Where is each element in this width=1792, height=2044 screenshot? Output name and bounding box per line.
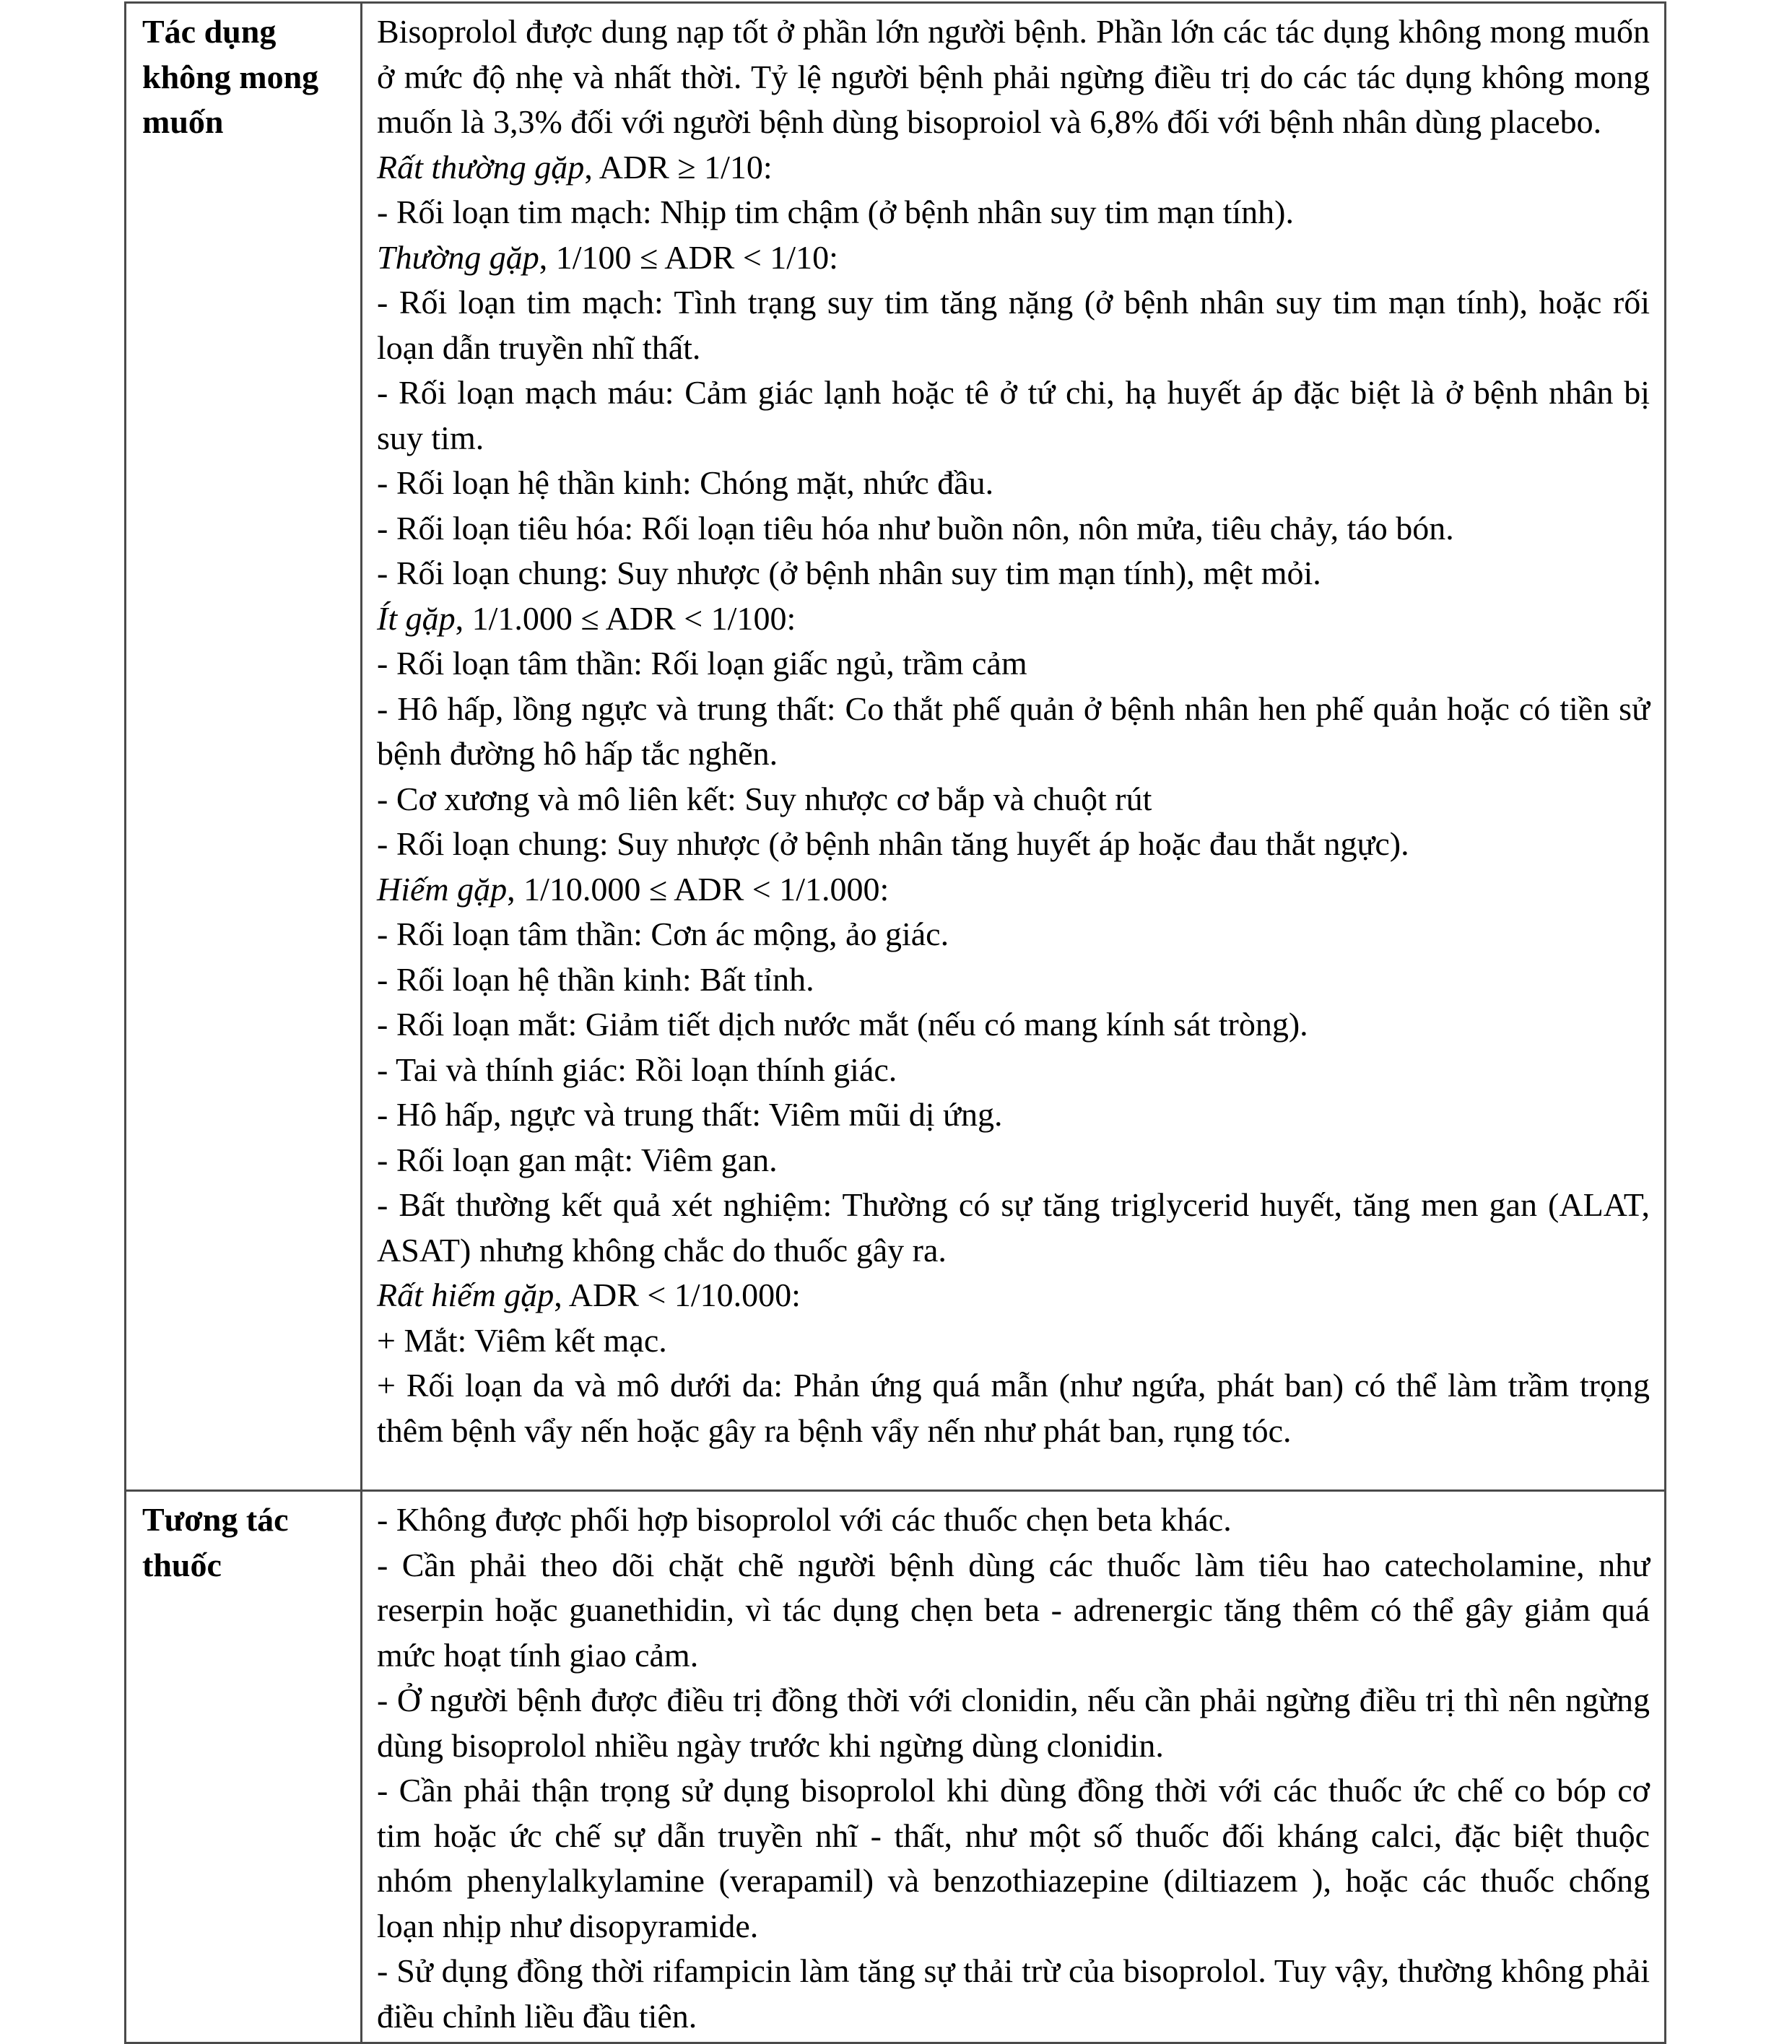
content-paragraph bbox=[377, 1183, 1650, 1273]
paragraph-text: - Rối loạn tiêu hóa: Rối loạn tiêu hóa như buồn nôn, nôn mửa, tiêu chảy, táo bón. bbox=[377, 509, 1454, 547]
content-paragraph bbox=[377, 596, 1650, 642]
frequency-heading: Rất hiếm gặp bbox=[377, 1277, 554, 1313]
content-paragraph bbox=[377, 461, 1650, 506]
content-paragraph bbox=[377, 190, 1650, 235]
paragraph-text: + Rối loạn da và mô dưới da: Phản ứng quá mẫn (như ngứa, phát ban) có thể làm trầm trọng thêm bệnh vẩy nến hoặc gây ra bệnh vẩy nến như phát ban, rụng tóc. bbox=[377, 1367, 1650, 1449]
paragraph-text: - Rối loạn tâm thần: Cơn ác mộng, ảo giác. bbox=[377, 916, 949, 952]
drug-info-table bbox=[124, 1, 1666, 2044]
paragraph-text: , 1/10.000 ≤ ADR < 1/1.000: bbox=[507, 870, 890, 908]
row-content bbox=[362, 3, 1666, 1491]
paragraph-text: Bisoprolol được dung nạp tốt ở phần lớn người bệnh. Phần lớn các tác dụng không mong muốn ở mức độ nhẹ và nhất thời. Tỷ lệ người bệnh phải ngừng điều trị do các tác dụng không mong muốn là 3,3% đối với người bệnh dùng bisoproiol và 6,8% đối với bệnh nhân dùng placebo. bbox=[377, 13, 1650, 140]
paragraph-text: - Rối loạn tâm thần: Rối loạn giấc ngủ, trầm cảm bbox=[377, 645, 1027, 682]
content-paragraph bbox=[377, 1048, 1650, 1093]
content-paragraph bbox=[377, 641, 1650, 687]
row-label: Tương tác thuốc bbox=[126, 1491, 362, 2043]
content-paragraph bbox=[377, 235, 1650, 281]
content-paragraph bbox=[377, 145, 1650, 191]
content-paragraph bbox=[377, 1002, 1650, 1048]
paragraph-text: - Rối loạn chung: Suy nhược (ở bệnh nhân tăng huyết áp hoặc đau thắt ngực). bbox=[377, 825, 1409, 862]
content-paragraph bbox=[377, 1138, 1650, 1183]
row-label: Tác dụng không mong muốn bbox=[126, 3, 362, 1491]
content-paragraph bbox=[377, 1678, 1650, 1768]
content-paragraph bbox=[377, 912, 1650, 957]
frequency-heading: Thường gặp bbox=[377, 238, 539, 276]
content-paragraph bbox=[377, 370, 1650, 461]
frequency-heading: Ít gặp bbox=[377, 599, 456, 637]
paragraph-text: - Hô hấp, ngực và trung thất: Viêm mũi dị ứng. bbox=[377, 1096, 1003, 1133]
paragraph-text: - Hô hấp, lồng ngực và trung thất: Co thắt phế quản ở bệnh nhân hen phế quản hoặc có tiền sử bệnh đường hô hấp tắc nghẽn. bbox=[377, 690, 1650, 772]
table-row-adverse-effects bbox=[126, 3, 1666, 1491]
paragraph-text: + Mắt: Viêm kết mạc. bbox=[377, 1321, 667, 1359]
paragraph-text: , ADR < 1/10.000: bbox=[554, 1277, 801, 1313]
content-paragraph bbox=[377, 687, 1650, 777]
content-paragraph bbox=[377, 9, 1650, 145]
frequency-heading: Hiếm gặp bbox=[377, 870, 508, 908]
content-paragraph bbox=[377, 1949, 1650, 2039]
paragraph-text: - Cơ xương và mô liên kết: Suy nhược cơ bắp và chuột rút bbox=[377, 780, 1152, 817]
paragraph-text: - Rối loạn tim mạch: Nhịp tim chậm (ở bệnh nhân suy tim mạn tính). bbox=[377, 193, 1294, 230]
paragraph-text: - Rối loạn hệ thần kinh: Chóng mặt, nhức đầu. bbox=[377, 464, 994, 501]
content-paragraph bbox=[377, 506, 1650, 552]
content-paragraph bbox=[377, 957, 1650, 1003]
paragraph-text: - Bất thường kết quả xét nghiệm: Thường có sự tăng triglycerid huyết, tăng men gan (ALAT, ASAT) nhưng không chắc do thuốc gây ra. bbox=[377, 1186, 1650, 1269]
paragraph-text: , 1/1.000 ≤ ADR < 1/100: bbox=[455, 599, 796, 637]
paragraph-text: - Rối loạn tim mạch: Tình trạng suy tim tăng nặng (ở bệnh nhân suy tim mạn tính), hoặc rối loạn dẫn truyền nhĩ thất. bbox=[377, 284, 1650, 366]
content-paragraph bbox=[377, 1318, 1650, 1364]
paragraph-text: - Rối loạn hệ thần kinh: Bất tỉnh. bbox=[377, 960, 814, 998]
table-row-drug-interactions bbox=[126, 1491, 1666, 2043]
paragraph-text: , ADR ≥ 1/10: bbox=[584, 148, 773, 186]
paragraph-text: - Sử dụng đồng thời rifampicin làm tăng sự thải trừ của bisoprolol. Tuy vậy, thường không phải điều chỉnh liều đầu tiên. bbox=[377, 1952, 1650, 2035]
paragraph-text: - Rối loạn chung: Suy nhược (ở bệnh nhân suy tim mạn tính), mệt mỏi. bbox=[377, 555, 1321, 591]
content-paragraph bbox=[377, 1092, 1650, 1138]
content-paragraph bbox=[377, 777, 1650, 822]
content-paragraph bbox=[377, 1543, 1650, 1679]
paragraph-text: - Cần phải thận trọng sử dụng bisoprolol khi dùng đồng thời với các thuốc ức chế co bóp cơ tim hoặc ức chế sự dẫn truyền nhĩ - thất, như một số thuốc đối kháng calci, đặc biệt thuộc nhóm phenylalkylamine (verapamil) và benzothiazepine (diltiazem ), hoặc các thuốc chống loạn nhịp như disopyramide. bbox=[377, 1772, 1650, 1944]
content-paragraph bbox=[377, 551, 1650, 596]
paragraph-text: - Cần phải theo dõi chặt chẽ người bệnh dùng các thuốc làm tiêu hao catecholamine, như reserpin hoặc guanethidin, vì tác dụng chẹn beta - adrenergic tăng thêm có thể gây giảm quá mức hoạt tính giao cảm. bbox=[377, 1546, 1650, 1674]
paragraph-text: - Không được phối hợp bisoprolol với các thuốc chẹn beta khác. bbox=[377, 1501, 1232, 1538]
content-paragraph bbox=[377, 1497, 1650, 1543]
content-paragraph bbox=[377, 1363, 1650, 1453]
paragraph-text: - Tai và thính giác: Rồi loạn thính giác. bbox=[377, 1051, 897, 1088]
row-content bbox=[362, 1491, 1666, 2043]
paragraph-text: - Rối loạn mạch máu: Cảm giác lạnh hoặc tê ở tứ chi, hạ huyết áp đặc biệt là ở bệnh nhân bị suy tim. bbox=[377, 374, 1650, 456]
paragraph-text: - Rối loạn mắt: Giảm tiết dịch nước mắt (nếu có mang kính sát tròng). bbox=[377, 1006, 1308, 1043]
paragraph-text: , 1/100 ≤ ADR < 1/10: bbox=[539, 238, 838, 276]
content-paragraph bbox=[377, 1768, 1650, 1949]
content-paragraph bbox=[377, 867, 1650, 913]
content-paragraph bbox=[377, 822, 1650, 867]
paragraph-text: - Rối loạn gan mật: Viêm gan. bbox=[377, 1141, 778, 1178]
content-paragraph bbox=[377, 1273, 1650, 1318]
paragraph-text: - Ở người bệnh được điều trị đồng thời với clonidin, nếu cần phải ngừng điều trị thì nên ngừng dùng bisoprolol nhiều ngày trước khi ngừng dùng clonidin. bbox=[377, 1682, 1650, 1764]
content-paragraph bbox=[377, 280, 1650, 370]
frequency-heading: Rất thường gặp bbox=[377, 148, 585, 186]
